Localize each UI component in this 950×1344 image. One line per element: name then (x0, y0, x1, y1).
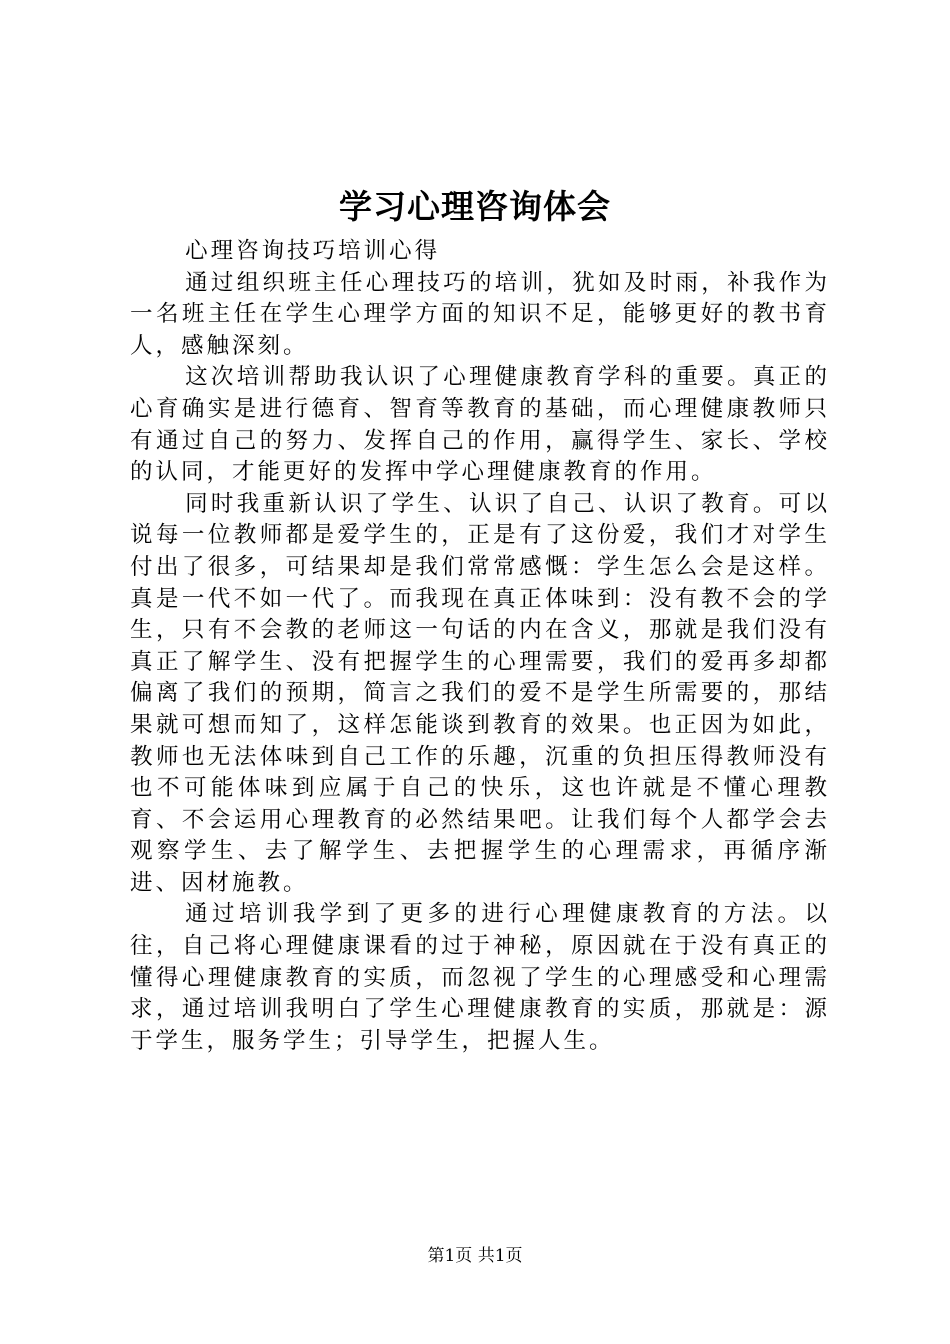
paragraph-2: 这次培训帮助我认识了心理健康教育学科的重要。真正的心育确实是进行德育、智育等教育的基础，而心理健康教师只有通过自己的努力、发挥自己的作用，赢得学生、家长、学校的认同，才能更好的发挥中学心理健康教育的作用。 (130, 364, 830, 486)
paragraph-1: 通过组织班主任心理技巧的培训，犹如及时雨，补我作为一名班主任在学生心理学方面的知识不足，能够更好的教书育人，感触深刻。 (130, 269, 830, 359)
document-body (130, 236, 830, 1057)
paragraph-4: 通过培训我学到了更多的进行心理健康教育的方法。以往，自己将心理健康课看的过于神秘，原因就在于没有真正的懂得心理健康教育的实质，而忽视了学生的心理感受和心理需求，通过培训我明白了学生心理健康教育的实质，那就是：源于学生，服务学生；引导学生，把握人生。 (130, 901, 830, 1054)
document-subtitle: 心理咨询技巧培训心得 (185, 238, 441, 264)
paragraph-3: 同时我重新认识了学生、认识了自己、认识了教育。可以说每一位教师都是爱学生的，正是有了这份爱，我们才对学生付出了很多，可结果却是我们常常感慨：学生怎么会是这样。真是一代不如一代了。而我现在真正体味到：没有教不会的学生，只有不会教的老师这一句话的内在含义，那就是我们没有真正了解学生、没有把握学生的心理需要，我们的爱再多却都偏离了我们的预期，简言之我们的爱不是学生所需要的，那结果就可想而知了，这样怎能谈到教育的效果。也正因为如此，教师也无法体味到自己工作的乐趣，沉重的负担压得教师没有也不可能体味到应属于自己的快乐，这也许就是不懂心理教育、不会运用心理教育的必然结果吧。让我们每个人都学会去观察学生、去了解学生、去把握学生的心理需求，再循序渐进、因材施教。 (130, 490, 830, 896)
document-title: 学习心理咨询体会 (339, 187, 611, 226)
page-number-footer: 第1页 共1页 (427, 1246, 523, 1266)
